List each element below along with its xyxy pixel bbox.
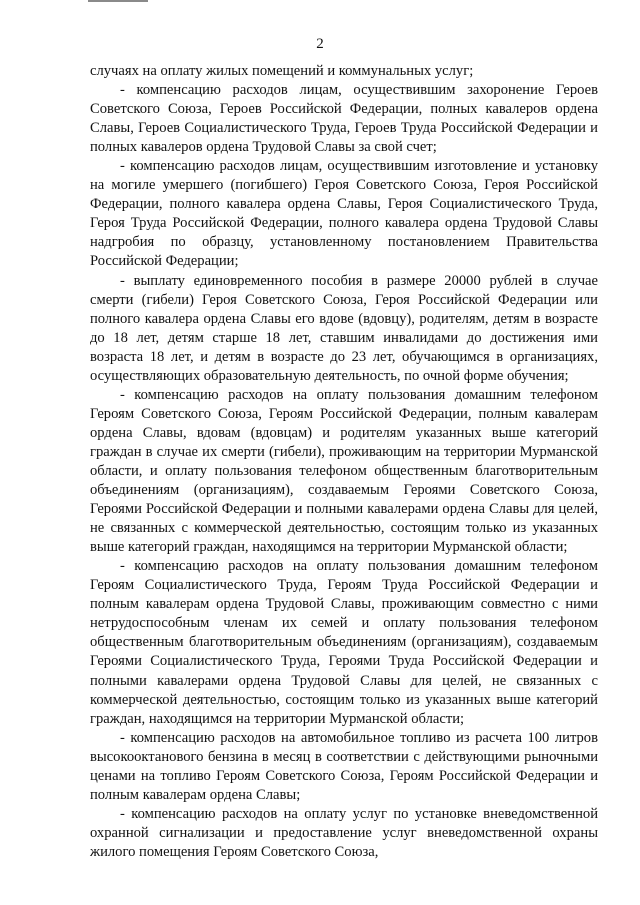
scan-edge-mark <box>88 0 148 2</box>
page-number: 2 <box>316 36 324 52</box>
paragraph-burial-compensation: - компенсацию расходов лицам, осуществившим захоронение Героев Советского Союза, Героев Российской Федерации, полных кавалеров ордена Славы, Героев Социалистического Труда, Героев Труда Российской Федерации и полных кавалеров ордена Трудовой Славы за свой счет; <box>90 82 598 156</box>
paragraph-lump-sum-allowance: - выплату единовременного пособия в размере 20000 рублей в случае смерти (гибели) Героя Советского Союза, Героя Российской Федерации или полного кавалера ордена Славы его вдове (вдовцу), родителям, детям в возрасте до 18 лет, детям старше 18 лет, ставшим инвалидами до достижения ими возраста 18 лет, и детям в возрасте до 23 лет, обучающимся в организациях, осуществляющих образовательную деятельность, по очной форме обучения; <box>90 272 598 384</box>
paragraph-fuel-compensation: - компенсацию расходов на автомобильное топливо из расчета 100 литров высокооктанового бензина в месяц в соответствии с действующими рыночными ценами на топливо Героям Советского Союза, Героям Российской Федерации и полным кавалерам ордена Славы; <box>90 729 598 803</box>
paragraph-telephone-compensation-labor-heroes: - компенсацию расходов на оплату пользования домашним телефоном Героям Социалистического Труда, Героям Труда Российской Федерации и полным кавалерам ордена Трудовой Славы, проживающим совместно с ними нетрудоспособным членам их семей и оплату пользования телефоном общественным благотворительным объединениям (организациям), создаваемым Героями Социалистического Труда, Героями Труда Российской Федерации и полными кавалерами ордена Трудовой Славы для целей, не связанных с коммерческой деятельностью, состоящим только из указанных выше категорий граждан, находящимся на территории Мурманской области; <box>90 558 598 727</box>
paragraph-telephone-compensation-heroes: - компенсацию расходов на оплату пользования домашним телефоном Героям Советского Союза, Героям Российской Федерации, полным кавалерам ордена Славы, вдовам (вдовцам) и родителям указанных выше категорий граждан в случае их смерти (гибели), проживающим на территории Мурманской области, и оплату пользования телефоном общественным благотворительным объединениям (организациям), создаваемым Героями Советского Союза, Героями Российской Федерации и полными кавалерами ордена Славы для целей, не связанных с коммерческой деятельностью, состоящим только из указанных выше категорий граждан, находящимся на территории Мурманской области; <box>90 386 598 556</box>
paragraph-security-compensation: - компенсацию расходов на оплату услуг по установке вневедомственной охранной сигнализации и предоставление услуг вневедомственной охраны жилого помещения Героям Советского Союза, <box>90 805 598 860</box>
paragraph-tombstone-compensation: - компенсацию расходов лицам, осуществившим изготовление и установку на могиле умершего (погибшего) Героя Советского Союза, Героя Российской Федерации, полного кавалера ордена Славы, Героя Социалистического Труда, Героя Труда Российской Федерации, полного кавалера ордена Трудовой Славы надгробия по образцу, установленному постановлением Правительства Российской Федерации; <box>90 158 598 270</box>
paragraph-continuation: случаях на оплату жилых помещений и коммунальных услуг; <box>90 63 474 79</box>
document-body <box>90 62 598 862</box>
